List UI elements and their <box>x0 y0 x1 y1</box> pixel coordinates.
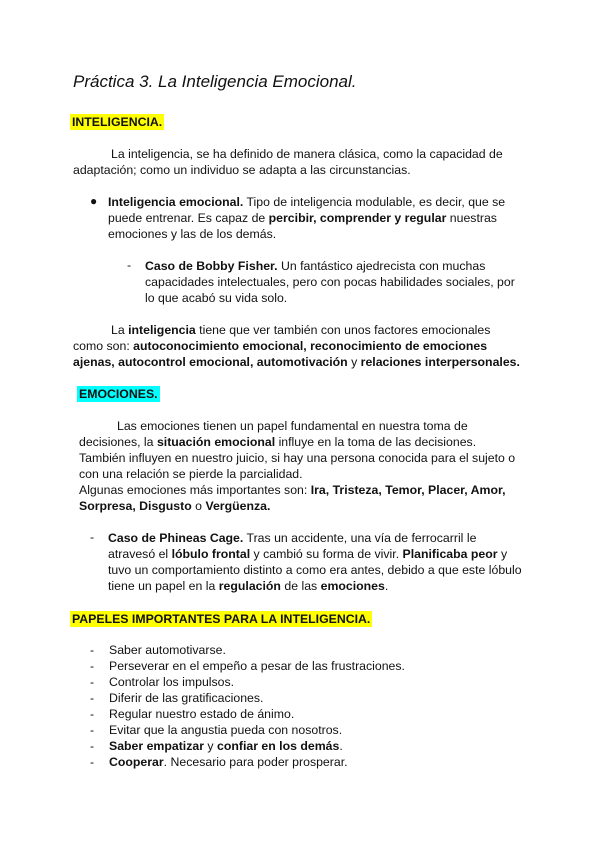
list-item: - Saber automotivarse. <box>90 643 226 657</box>
page-title: Práctica 3. La Inteligencia Emocional. <box>73 72 357 91</box>
bullet-inteligencia-emocional: Inteligencia emocional. Tipo de inteligencia modulable, es decir, que se puede entrenar. Es capaz de percibir, comprender y regular nuestras emociones y las de los demás. <box>108 195 506 241</box>
list-item: - Diferir de las gratificaciones. <box>90 691 264 705</box>
list-item: - Saber empatizar y confiar en los demás. <box>90 739 343 753</box>
list-item: - Perseverar en el empeño a pesar de las frustraciones. <box>90 659 405 673</box>
section-heading-inteligencia: INTELIGENCIA. <box>72 115 163 129</box>
section-heading-papeles: PAPELES IMPORTANTES PARA LA INTELIGENCIA. <box>72 612 371 626</box>
case-phineas-cage: Caso de Phineas Cage. Tras un accidente, una vía de ferrocarril le atravesó el lóbulo frontal y cambió su forma de vivir. Planificaba peor y tuvo un comportamiento distinto a como era antes, debido a que este lóbulo tiene un papel en la regulación de las emociones. <box>108 531 522 593</box>
bullet-dot: ● <box>90 194 98 208</box>
paragraph-emociones-importantes: Algunas emociones más importantes son: Ira, Tristeza, Temor, Placer, Amor, Sorpresa, Disgusto o Vergüenza. <box>79 483 506 513</box>
list-item: - Regular nuestro estado de ánimo. <box>90 707 295 721</box>
paragraph-inteligencia-definition: La inteligencia, se ha definido de manera clásica, como la capacidad de adaptación; como un individuo se adapta a las circunstancias. <box>73 147 503 177</box>
sub-item-bobby-fisher: Caso de Bobby Fisher. Un fantástico ajedrecista con muchas capacidades intelectuales, pero con pocas habilidades sociales, por lo que acabó su vida solo. <box>145 259 515 305</box>
dash-marker: - <box>127 258 132 272</box>
dash-marker: - <box>90 530 95 544</box>
list-item: - Controlar los impulsos. <box>90 675 235 689</box>
list-item: - Cooperar. Necesario para poder prosperar. <box>90 755 348 769</box>
paragraph-factores-emocionales: La inteligencia tiene que ver también con unos factores emocionales como son: autoconocimiento emocional, reconocimiento de emociones ajenas, autocontrol emocional, automotivación y relaciones interpersonales. <box>73 323 520 369</box>
paragraph-emociones-decisiones: Las emociones tienen un papel fundamental en nuestra toma de decisiones, la situación emocional influye en la toma de las decisiones. También influyen en nuestro juicio, si hay una persona conocida para el sujeto o con una relación se pierde la parcialidad. <box>79 419 516 481</box>
list-item: - Evitar que la angustia pueda con nosotros. <box>90 723 343 737</box>
section-heading-emociones: EMOCIONES. <box>79 387 158 401</box>
